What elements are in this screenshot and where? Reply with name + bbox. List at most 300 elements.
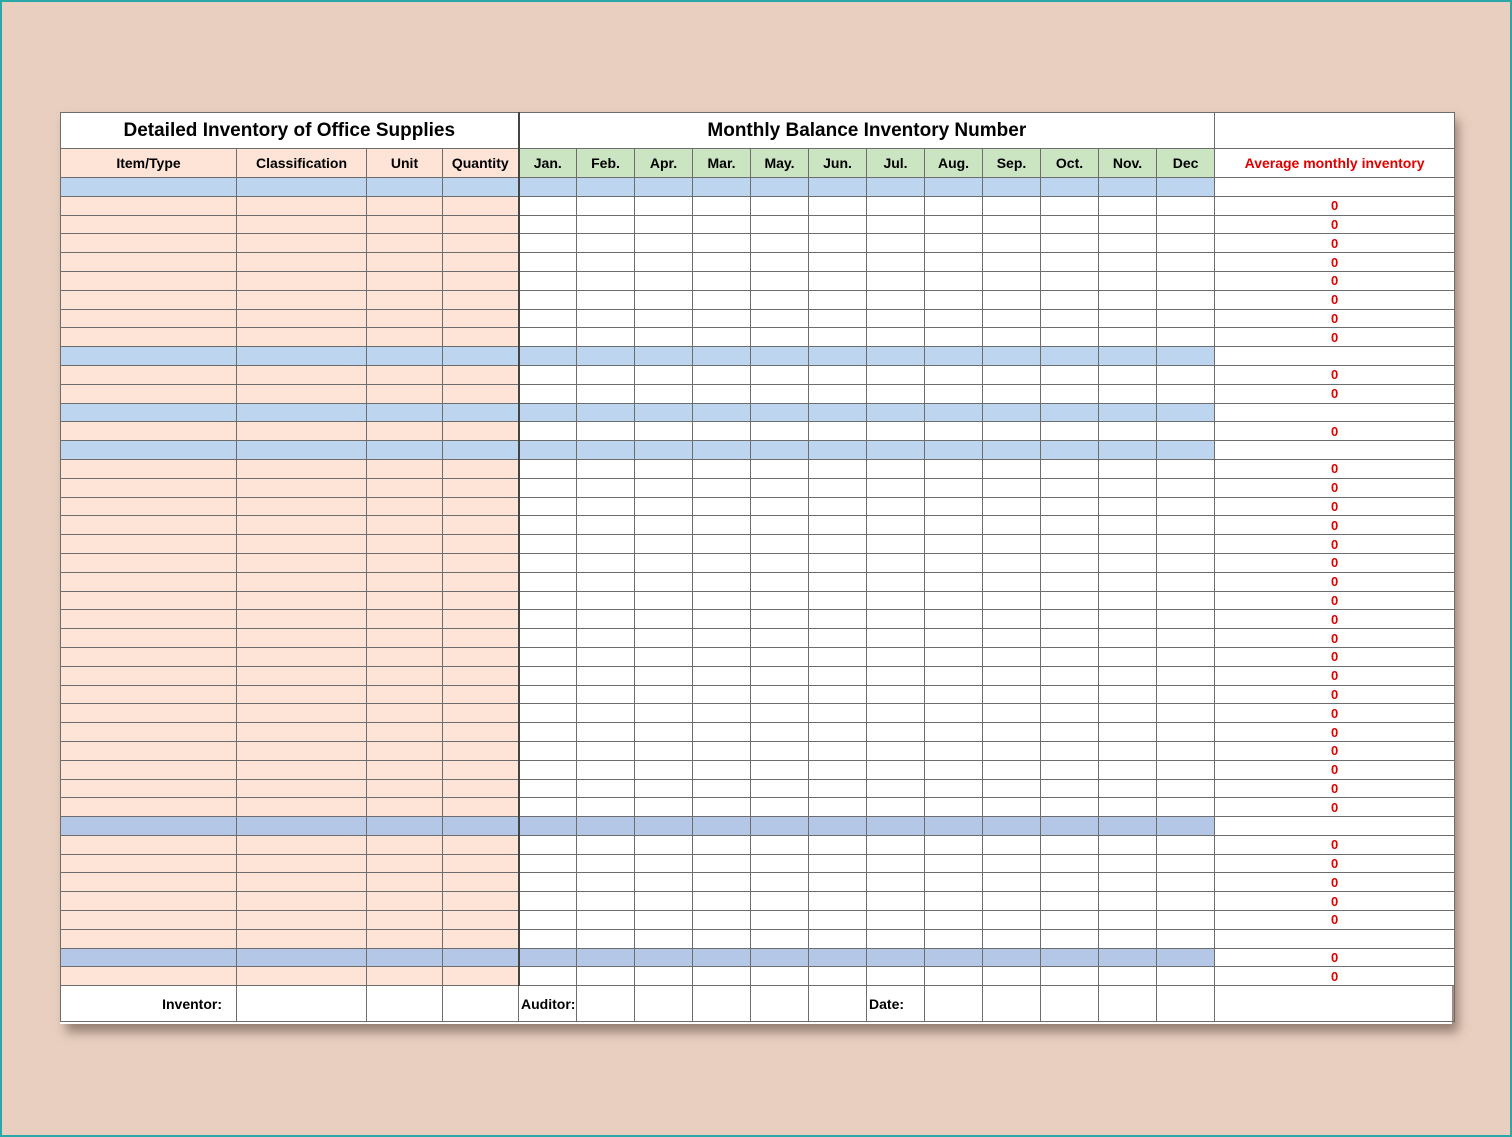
month-cell[interactable] — [577, 478, 635, 497]
month-cell[interactable] — [693, 253, 751, 272]
month-cell[interactable] — [983, 403, 1041, 422]
month-cell[interactable] — [809, 328, 867, 347]
quantity-cell[interactable] — [443, 178, 519, 197]
month-cell[interactable] — [1041, 629, 1099, 648]
quantity-cell[interactable] — [443, 572, 519, 591]
month-cell[interactable] — [867, 666, 925, 685]
month-cell[interactable] — [577, 403, 635, 422]
classification-cell[interactable] — [237, 347, 367, 366]
item-cell[interactable] — [61, 478, 237, 497]
quantity-cell[interactable] — [443, 835, 519, 854]
month-cell[interactable] — [867, 309, 925, 328]
month-cell[interactable] — [983, 178, 1041, 197]
month-cell[interactable] — [519, 967, 577, 986]
month-cell[interactable] — [519, 854, 577, 873]
month-cell[interactable] — [635, 591, 693, 610]
month-cell[interactable] — [577, 365, 635, 384]
month-cell[interactable] — [1099, 817, 1157, 836]
month-cell[interactable] — [693, 365, 751, 384]
month-cell[interactable] — [1157, 290, 1215, 309]
quantity-cell[interactable] — [443, 365, 519, 384]
month-cell[interactable] — [693, 572, 751, 591]
classification-cell[interactable] — [237, 459, 367, 478]
month-cell[interactable] — [983, 760, 1041, 779]
month-cell[interactable] — [1041, 835, 1099, 854]
month-cell[interactable] — [1157, 271, 1215, 290]
month-cell[interactable] — [925, 929, 983, 948]
item-cell[interactable] — [61, 234, 237, 253]
month-cell[interactable] — [925, 178, 983, 197]
month-cell[interactable] — [519, 685, 577, 704]
month-cell[interactable] — [635, 704, 693, 723]
month-cell[interactable] — [867, 365, 925, 384]
month-cell[interactable] — [693, 723, 751, 742]
quantity-cell[interactable] — [443, 347, 519, 366]
month-cell[interactable] — [809, 817, 867, 836]
month-cell[interactable] — [867, 647, 925, 666]
month-cell[interactable] — [1041, 948, 1099, 967]
month-cell[interactable] — [1099, 403, 1157, 422]
month-cell[interactable] — [1099, 666, 1157, 685]
month-cell[interactable] — [1157, 666, 1215, 685]
month-cell[interactable] — [1157, 835, 1215, 854]
month-cell[interactable] — [1157, 629, 1215, 648]
classification-cell[interactable] — [237, 873, 367, 892]
month-cell[interactable] — [925, 309, 983, 328]
month-cell[interactable] — [577, 347, 635, 366]
month-cell[interactable] — [983, 892, 1041, 911]
month-cell[interactable] — [1157, 967, 1215, 986]
month-cell[interactable] — [693, 929, 751, 948]
month-cell[interactable] — [577, 948, 635, 967]
month-cell[interactable] — [809, 365, 867, 384]
month-cell[interactable] — [635, 384, 693, 403]
item-cell[interactable] — [61, 365, 237, 384]
month-cell[interactable] — [751, 685, 809, 704]
unit-cell[interactable] — [367, 629, 443, 648]
month-cell[interactable] — [867, 553, 925, 572]
month-cell[interactable] — [635, 422, 693, 441]
month-cell[interactable] — [577, 741, 635, 760]
month-cell[interactable] — [867, 610, 925, 629]
month-cell[interactable] — [751, 384, 809, 403]
classification-cell[interactable] — [237, 253, 367, 272]
month-cell[interactable] — [983, 835, 1041, 854]
item-cell[interactable] — [61, 328, 237, 347]
month-cell[interactable] — [1099, 647, 1157, 666]
quantity-cell[interactable] — [443, 553, 519, 572]
month-cell[interactable] — [983, 948, 1041, 967]
month-cell[interactable] — [809, 873, 867, 892]
month-cell[interactable] — [519, 478, 577, 497]
month-cell[interactable] — [983, 497, 1041, 516]
quantity-cell[interactable] — [443, 497, 519, 516]
month-cell[interactable] — [925, 553, 983, 572]
month-cell[interactable] — [635, 666, 693, 685]
month-cell[interactable] — [925, 817, 983, 836]
month-cell[interactable] — [1099, 215, 1157, 234]
month-cell[interactable] — [577, 553, 635, 572]
month-cell[interactable] — [1041, 271, 1099, 290]
month-cell[interactable] — [809, 948, 867, 967]
item-cell[interactable] — [61, 196, 237, 215]
month-cell[interactable] — [1157, 478, 1215, 497]
classification-cell[interactable] — [237, 422, 367, 441]
classification-cell[interactable] — [237, 403, 367, 422]
month-cell[interactable] — [1157, 196, 1215, 215]
month-cell[interactable] — [577, 798, 635, 817]
month-cell[interactable] — [867, 798, 925, 817]
month-cell[interactable] — [635, 347, 693, 366]
month-cell[interactable] — [1099, 422, 1157, 441]
month-cell[interactable] — [1099, 535, 1157, 554]
classification-cell[interactable] — [237, 178, 367, 197]
month-cell[interactable] — [577, 911, 635, 930]
item-cell[interactable] — [61, 817, 237, 836]
month-cell[interactable] — [925, 760, 983, 779]
month-cell[interactable] — [1041, 760, 1099, 779]
classification-cell[interactable] — [237, 666, 367, 685]
month-cell[interactable] — [1041, 535, 1099, 554]
month-cell[interactable] — [1157, 253, 1215, 272]
month-cell[interactable] — [751, 309, 809, 328]
month-cell[interactable] — [809, 459, 867, 478]
month-cell[interactable] — [519, 365, 577, 384]
month-cell[interactable] — [1157, 892, 1215, 911]
month-cell[interactable] — [751, 196, 809, 215]
month-cell[interactable] — [1157, 741, 1215, 760]
month-cell[interactable] — [1041, 647, 1099, 666]
month-cell[interactable] — [751, 929, 809, 948]
month-cell[interactable] — [1157, 441, 1215, 460]
month-cell[interactable] — [1157, 911, 1215, 930]
month-cell[interactable] — [925, 591, 983, 610]
month-cell[interactable] — [519, 798, 577, 817]
month-cell[interactable] — [867, 948, 925, 967]
quantity-cell[interactable] — [443, 817, 519, 836]
quantity-cell[interactable] — [443, 666, 519, 685]
month-cell[interactable] — [1099, 572, 1157, 591]
quantity-cell[interactable] — [443, 459, 519, 478]
classification-cell[interactable] — [237, 835, 367, 854]
unit-cell[interactable] — [367, 741, 443, 760]
month-cell[interactable] — [1157, 685, 1215, 704]
month-cell[interactable] — [519, 835, 577, 854]
unit-cell[interactable] — [367, 347, 443, 366]
month-cell[interactable] — [1099, 478, 1157, 497]
unit-cell[interactable] — [367, 441, 443, 460]
month-cell[interactable] — [1157, 873, 1215, 892]
month-cell[interactable] — [983, 196, 1041, 215]
month-cell[interactable] — [925, 535, 983, 554]
unit-cell[interactable] — [367, 911, 443, 930]
month-cell[interactable] — [809, 384, 867, 403]
month-cell[interactable] — [809, 835, 867, 854]
month-cell[interactable] — [577, 835, 635, 854]
month-cell[interactable] — [925, 741, 983, 760]
month-cell[interactable] — [1041, 892, 1099, 911]
month-cell[interactable] — [925, 478, 983, 497]
month-cell[interactable] — [577, 817, 635, 836]
classification-cell[interactable] — [237, 647, 367, 666]
item-cell[interactable] — [61, 535, 237, 554]
quantity-cell[interactable] — [443, 441, 519, 460]
month-cell[interactable] — [983, 723, 1041, 742]
month-cell[interactable] — [983, 685, 1041, 704]
month-cell[interactable] — [693, 309, 751, 328]
month-cell[interactable] — [693, 967, 751, 986]
month-cell[interactable] — [1157, 817, 1215, 836]
month-cell[interactable] — [751, 967, 809, 986]
month-cell[interactable] — [635, 911, 693, 930]
month-cell[interactable] — [519, 497, 577, 516]
auditor-field[interactable] — [577, 986, 635, 1022]
month-cell[interactable] — [867, 591, 925, 610]
month-cell[interactable] — [809, 854, 867, 873]
month-cell[interactable] — [751, 459, 809, 478]
month-cell[interactable] — [809, 441, 867, 460]
quantity-cell[interactable] — [443, 760, 519, 779]
month-cell[interactable] — [983, 422, 1041, 441]
month-cell[interactable] — [751, 704, 809, 723]
month-cell[interactable] — [635, 516, 693, 535]
month-cell[interactable] — [1099, 854, 1157, 873]
month-cell[interactable] — [693, 647, 751, 666]
classification-cell[interactable] — [237, 892, 367, 911]
month-cell[interactable] — [809, 215, 867, 234]
month-cell[interactable] — [693, 497, 751, 516]
month-cell[interactable] — [867, 403, 925, 422]
month-cell[interactable] — [983, 441, 1041, 460]
classification-cell[interactable] — [237, 760, 367, 779]
month-cell[interactable] — [1099, 234, 1157, 253]
item-cell[interactable] — [61, 384, 237, 403]
month-cell[interactable] — [925, 365, 983, 384]
month-cell[interactable] — [1099, 553, 1157, 572]
month-cell[interactable] — [519, 215, 577, 234]
month-cell[interactable] — [809, 290, 867, 309]
quantity-cell[interactable] — [443, 384, 519, 403]
month-cell[interactable] — [519, 553, 577, 572]
month-cell[interactable] — [1157, 365, 1215, 384]
month-cell[interactable] — [519, 948, 577, 967]
quantity-cell[interactable] — [443, 591, 519, 610]
quantity-cell[interactable] — [443, 328, 519, 347]
quantity-cell[interactable] — [443, 629, 519, 648]
item-cell[interactable] — [61, 178, 237, 197]
month-cell[interactable] — [809, 253, 867, 272]
item-cell[interactable] — [61, 911, 237, 930]
month-cell[interactable] — [1041, 478, 1099, 497]
month-cell[interactable] — [693, 441, 751, 460]
classification-cell[interactable] — [237, 704, 367, 723]
unit-cell[interactable] — [367, 666, 443, 685]
unit-cell[interactable] — [367, 892, 443, 911]
month-cell[interactable] — [1041, 365, 1099, 384]
inventor-field[interactable] — [237, 986, 367, 1022]
month-cell[interactable] — [693, 403, 751, 422]
month-cell[interactable] — [867, 911, 925, 930]
month-cell[interactable] — [751, 779, 809, 798]
month-cell[interactable] — [1099, 892, 1157, 911]
month-cell[interactable] — [751, 403, 809, 422]
month-cell[interactable] — [983, 647, 1041, 666]
item-cell[interactable] — [61, 290, 237, 309]
month-cell[interactable] — [925, 516, 983, 535]
month-cell[interactable] — [751, 741, 809, 760]
month-cell[interactable] — [635, 948, 693, 967]
quantity-cell[interactable] — [443, 892, 519, 911]
month-cell[interactable] — [519, 629, 577, 648]
month-cell[interactable] — [983, 798, 1041, 817]
month-cell[interactable] — [867, 854, 925, 873]
item-cell[interactable] — [61, 704, 237, 723]
month-cell[interactable] — [983, 817, 1041, 836]
unit-cell[interactable] — [367, 873, 443, 892]
month-cell[interactable] — [809, 723, 867, 742]
unit-cell[interactable] — [367, 553, 443, 572]
month-cell[interactable] — [519, 666, 577, 685]
quantity-cell[interactable] — [443, 422, 519, 441]
month-cell[interactable] — [809, 741, 867, 760]
month-cell[interactable] — [577, 892, 635, 911]
month-cell[interactable] — [925, 422, 983, 441]
month-cell[interactable] — [867, 572, 925, 591]
month-cell[interactable] — [635, 629, 693, 648]
month-cell[interactable] — [577, 535, 635, 554]
classification-cell[interactable] — [237, 948, 367, 967]
month-cell[interactable] — [635, 497, 693, 516]
month-cell[interactable] — [809, 704, 867, 723]
month-cell[interactable] — [925, 798, 983, 817]
month-cell[interactable] — [1157, 929, 1215, 948]
item-cell[interactable] — [61, 347, 237, 366]
month-cell[interactable] — [867, 516, 925, 535]
month-cell[interactable] — [925, 685, 983, 704]
quantity-cell[interactable] — [443, 403, 519, 422]
month-cell[interactable] — [983, 779, 1041, 798]
month-cell[interactable] — [925, 911, 983, 930]
month-cell[interactable] — [809, 779, 867, 798]
unit-cell[interactable] — [367, 516, 443, 535]
month-cell[interactable] — [1099, 929, 1157, 948]
unit-cell[interactable] — [367, 835, 443, 854]
month-cell[interactable] — [1157, 553, 1215, 572]
month-cell[interactable] — [1099, 704, 1157, 723]
quantity-cell[interactable] — [443, 929, 519, 948]
unit-cell[interactable] — [367, 929, 443, 948]
month-cell[interactable] — [577, 422, 635, 441]
month-cell[interactable] — [519, 290, 577, 309]
month-cell[interactable] — [693, 459, 751, 478]
month-cell[interactable] — [983, 572, 1041, 591]
month-cell[interactable] — [751, 347, 809, 366]
month-cell[interactable] — [635, 290, 693, 309]
month-cell[interactable] — [867, 704, 925, 723]
month-cell[interactable] — [693, 892, 751, 911]
month-cell[interactable] — [1099, 347, 1157, 366]
month-cell[interactable] — [983, 290, 1041, 309]
month-cell[interactable] — [867, 441, 925, 460]
month-cell[interactable] — [751, 647, 809, 666]
unit-cell[interactable] — [367, 309, 443, 328]
month-cell[interactable] — [1099, 779, 1157, 798]
month-cell[interactable] — [577, 196, 635, 215]
month-cell[interactable] — [983, 704, 1041, 723]
month-cell[interactable] — [925, 967, 983, 986]
month-cell[interactable] — [867, 741, 925, 760]
month-cell[interactable] — [693, 422, 751, 441]
month-cell[interactable] — [751, 835, 809, 854]
month-cell[interactable] — [1041, 723, 1099, 742]
month-cell[interactable] — [809, 967, 867, 986]
month-cell[interactable] — [635, 365, 693, 384]
month-cell[interactable] — [1157, 704, 1215, 723]
month-cell[interactable] — [1041, 553, 1099, 572]
classification-cell[interactable] — [237, 929, 367, 948]
month-cell[interactable] — [577, 647, 635, 666]
month-cell[interactable] — [635, 835, 693, 854]
month-cell[interactable] — [1041, 911, 1099, 930]
month-cell[interactable] — [925, 892, 983, 911]
month-cell[interactable] — [809, 478, 867, 497]
month-cell[interactable] — [983, 215, 1041, 234]
month-cell[interactable] — [1157, 403, 1215, 422]
month-cell[interactable] — [693, 178, 751, 197]
month-cell[interactable] — [983, 384, 1041, 403]
quantity-cell[interactable] — [443, 948, 519, 967]
month-cell[interactable] — [1099, 328, 1157, 347]
month-cell[interactable] — [925, 629, 983, 648]
month-cell[interactable] — [577, 309, 635, 328]
month-cell[interactable] — [809, 422, 867, 441]
month-cell[interactable] — [1157, 798, 1215, 817]
unit-cell[interactable] — [367, 610, 443, 629]
month-cell[interactable] — [925, 384, 983, 403]
unit-cell[interactable] — [367, 384, 443, 403]
month-cell[interactable] — [693, 629, 751, 648]
month-cell[interactable] — [1157, 384, 1215, 403]
month-cell[interactable] — [519, 741, 577, 760]
month-cell[interactable] — [1041, 779, 1099, 798]
unit-cell[interactable] — [367, 253, 443, 272]
unit-cell[interactable] — [367, 817, 443, 836]
month-cell[interactable] — [809, 553, 867, 572]
classification-cell[interactable] — [237, 384, 367, 403]
month-cell[interactable] — [635, 817, 693, 836]
month-cell[interactable] — [635, 647, 693, 666]
month-cell[interactable] — [867, 760, 925, 779]
month-cell[interactable] — [635, 741, 693, 760]
month-cell[interactable] — [1099, 178, 1157, 197]
month-cell[interactable] — [519, 234, 577, 253]
classification-cell[interactable] — [237, 441, 367, 460]
month-cell[interactable] — [1099, 459, 1157, 478]
unit-cell[interactable] — [367, 704, 443, 723]
month-cell[interactable] — [577, 629, 635, 648]
month-cell[interactable] — [867, 817, 925, 836]
month-cell[interactable] — [1041, 403, 1099, 422]
item-cell[interactable] — [61, 892, 237, 911]
classification-cell[interactable] — [237, 610, 367, 629]
month-cell[interactable] — [693, 760, 751, 779]
month-cell[interactable] — [1041, 854, 1099, 873]
month-cell[interactable] — [1157, 779, 1215, 798]
quantity-cell[interactable] — [443, 779, 519, 798]
month-cell[interactable] — [1041, 459, 1099, 478]
quantity-cell[interactable] — [443, 196, 519, 215]
month-cell[interactable] — [635, 553, 693, 572]
